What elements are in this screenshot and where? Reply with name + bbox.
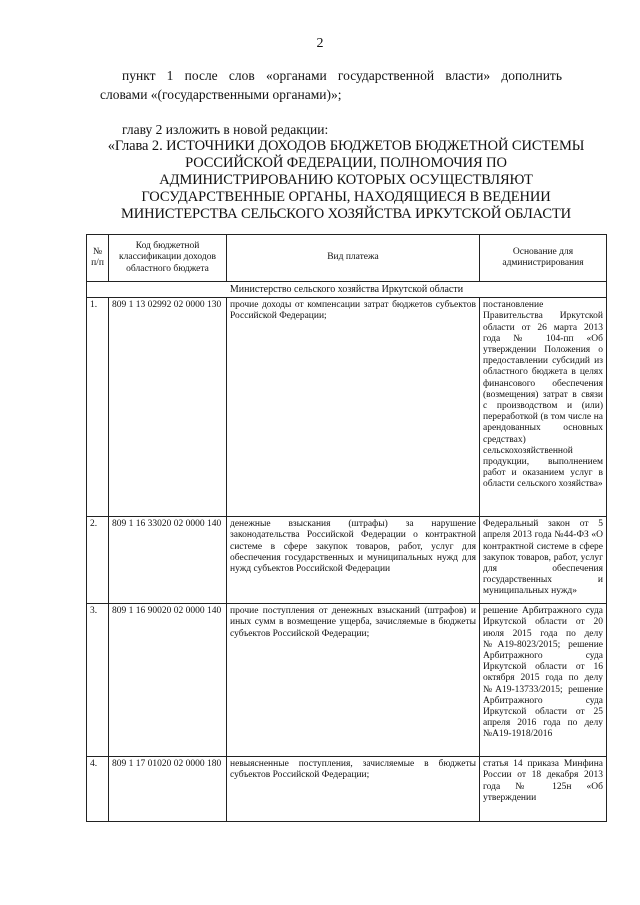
- row-number: 4.: [87, 757, 109, 822]
- row-budget-code: 809 1 16 33020 02 0000 140: [109, 517, 227, 604]
- table-row: [87, 757, 607, 822]
- row-payment-type: прочие доходы от компенсации затрат бюджетов субъектов Российской Федерации;: [227, 298, 480, 517]
- table-row: [87, 604, 607, 757]
- row-budget-code: 809 1 16 90020 02 0000 140: [109, 604, 227, 757]
- row-budget-code: 809 1 17 01020 02 0000 180: [109, 757, 227, 822]
- amendment-paragraph-1: [100, 66, 562, 104]
- section-ministry: Министерство сельского хозяйства Иркутской области: [87, 282, 607, 298]
- paragraph-1-line-1: пункт 1 после слов «органами государственной власти» дополнить: [122, 68, 562, 83]
- page-number: 2: [316, 36, 324, 51]
- row-payment-type: денежные взыскания (штрафы) за нарушение законодательства Российской Федерации о контрактной системе в сфере закупок товаров, работ, услуг для обеспечения государственных и муниципальных нужд для нужд субъектов Российской Федерации: [227, 517, 480, 604]
- row-payment-type: прочие поступления от денежных взысканий (штрафов) и иных сумм в возмещение ущерба, зачисляемые в бюджеты субъектов Российской Федерации;: [227, 604, 480, 757]
- header-payment-type: Вид платежа: [227, 235, 480, 282]
- row-basis: статья 14 приказа Минфина России от 18 декабря 2013 года № 125н «Об утверждении: [480, 757, 607, 822]
- row-number: 1.: [87, 298, 109, 517]
- revenue-sources-table: [86, 234, 607, 822]
- paragraph-1-line-2: словами «(государственными органами)»;: [100, 87, 342, 102]
- table-row: [87, 517, 607, 604]
- amendment-paragraph-2: главу 2 изложить в новой редакции:: [122, 122, 329, 137]
- row-basis: Федеральный закон от 5 апреля 2013 года №44-ФЗ «О контрактной системе в сфере закупок товаров, работ, услуг для обеспечения государственных и муниципальных нужд»: [480, 517, 607, 604]
- chapter-title: «Глава 2. ИСТОЧНИКИ ДОХОДОВ БЮДЖЕТОВ БЮДЖЕТНОЙ СИСТЕМЫ РОССИЙСКОЙ ФЕДЕРАЦИИ, ПОЛНОМОЧИЯ ПО АДМИНИСТРИРОВАНИЮ КОТОРЫХ ОСУЩЕСТВЛЯЮТ ГОСУДАРСТВЕННЫЕ ОРГАНЫ, НАХОДЯЩИЕСЯ В ВЕДЕНИИ МИНИСТЕРСТВА СЕЛЬСКОГО ХОЗЯЙСТВА ИРКУТСКОЙ ОБЛАСТИ: [107, 138, 585, 222]
- row-basis: решение Арбитражного суда Иркутской области от 20 июля 2015 года по делу №А19-8023/2015; решение Арбитражного суда Иркутской области от 16 октября 2015 года по делу №А19-13733/2015; решение Арбитражного суда Иркутской области от 25 апреля 2016 года по делу №А19-1918/2016: [480, 604, 607, 757]
- header-number: № п/п: [87, 235, 109, 282]
- row-budget-code: 809 1 13 02992 02 0000 130: [109, 298, 227, 517]
- row-number: 2.: [87, 517, 109, 604]
- header-budget-code: Код бюджетной классификации доходов областного бюджета: [109, 235, 227, 282]
- table-header-row: [87, 235, 607, 282]
- section-row: [87, 282, 607, 298]
- row-payment-type: невыясненные поступления, зачисляемые в бюджеты субъектов Российской Федерации;: [227, 757, 480, 822]
- table-row: [87, 298, 607, 517]
- header-basis: Основание для администрирования: [480, 235, 607, 282]
- row-basis: постановление Правительства Иркутской области от 26 марта 2013 года № 104-пп «Об утверждении Положения о предоставлении субсидий из областного бюджета в целях финансового обеспечения (возмещения) затрат в связи с производством и (или) переработкой (в том числе на арендованных основных средствах) сельскохозяйственной продукции, выполнением работ и оказанием услуг в области сельского хозяйства»: [480, 298, 607, 517]
- row-number: 3.: [87, 604, 109, 757]
